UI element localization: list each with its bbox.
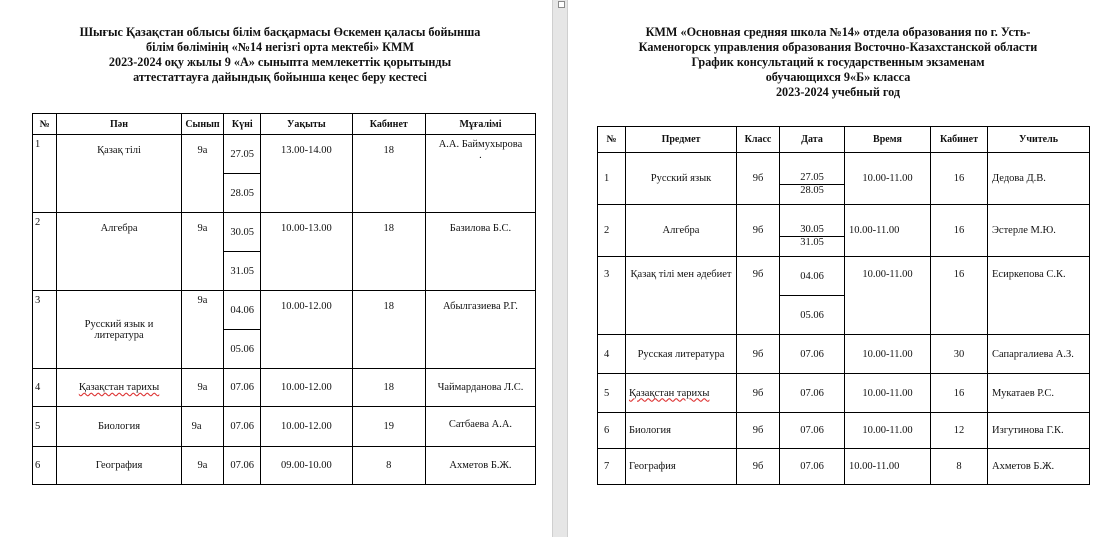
row-room: 8 [931, 449, 988, 485]
row-time: 10.00-11.00 [845, 205, 931, 257]
row-subject: География [57, 447, 181, 485]
row-class: 9а [181, 447, 224, 485]
row-num: 3 [33, 291, 57, 369]
left-page-header [40, 25, 520, 85]
page-gap-marker [553, 0, 567, 12]
row-teacher: Сапаргалиева А.З. [988, 335, 1090, 374]
table-row [598, 335, 1090, 374]
column-header-subject: Пән [57, 114, 181, 135]
header-line: Шығыс Қазақстан облысы білім басқармасы Өскемен қаласы бойынша [79, 25, 481, 39]
table-header-row [33, 114, 536, 135]
schedule-table-left [32, 113, 536, 485]
document-page-left [0, 0, 553, 537]
date-first: 27.05 [780, 172, 844, 185]
column-header-subject: Предмет [626, 127, 737, 153]
row-date [780, 153, 845, 205]
row-teacher: Дедова Д.В. [988, 153, 1090, 205]
row-subject: Биология [626, 413, 737, 449]
row-date: 04.06 [224, 291, 261, 330]
header-line: 2023-2024 учебный год [775, 85, 901, 99]
row-num: 6 [33, 447, 57, 485]
date-second: 28.05 [800, 184, 824, 196]
row-teacher: Ахметов Б.Ж. [425, 447, 535, 485]
row-room: 18 [352, 369, 425, 407]
row-time: 10.00-11.00 [845, 374, 931, 413]
document-page-right [567, 0, 1117, 537]
row-subject: Русский язык [626, 153, 737, 205]
row-class: 9а [181, 213, 224, 291]
row-num: 5 [598, 374, 626, 413]
row-num: 2 [33, 213, 57, 291]
row-teacher: Абылгазиева Р.Г. [425, 291, 535, 369]
table-row [33, 213, 536, 252]
row-class: 9б [737, 449, 780, 485]
subject-text: Қазақстан тарихы [78, 382, 160, 393]
row-class: 9б [737, 257, 780, 335]
row-subject: География [626, 449, 737, 485]
column-header-teacher: Учитель [988, 127, 1090, 153]
row-date: 05.06 [224, 330, 261, 369]
row-date [780, 205, 845, 257]
table-row [33, 291, 536, 330]
row-teacher: Чаймарданова Л.С. [425, 369, 535, 407]
row-date: 07.06 [780, 449, 845, 485]
row-date: 30.05 [224, 213, 261, 252]
row-num: 6 [598, 413, 626, 449]
header-line: КММ «Основная средняя школа №14» отдела образования по г. Усть- [645, 25, 1031, 39]
row-teacher [425, 135, 535, 213]
row-room: 16 [931, 153, 988, 205]
row-num: 1 [598, 153, 626, 205]
row-teacher: Изгутинова Г.К. [988, 413, 1090, 449]
row-subject: Биология [57, 407, 181, 447]
row-subject: Русский язык и литература [57, 291, 181, 369]
row-date: 05.06 [780, 296, 845, 335]
header-line: 2023-2024 оқу жылы 9 «А» сыныпта мемлекеттік қорытынды [108, 55, 452, 69]
row-num: 2 [598, 205, 626, 257]
header-line: Каменогорск управления образования Восточно-Казахстанской области [638, 40, 1038, 54]
row-room: 16 [931, 374, 988, 413]
row-subject: Қазақ тілі мен әдебиет [626, 257, 737, 335]
subject-text: Қазақстан тарихы [629, 387, 710, 399]
row-time: 13.00-14.00 [261, 135, 353, 213]
row-room: 18 [352, 213, 425, 291]
row-time: 10.00-13.00 [261, 213, 353, 291]
header-line: аттестаттауға дайындық бойынша кеңес беру кестесі [133, 70, 427, 84]
row-teacher: Ахметов Б.Ж. [988, 449, 1090, 485]
table-row [598, 153, 1090, 205]
row-room: 19 [352, 407, 425, 447]
table-header-row [598, 127, 1090, 153]
row-date: 04.06 [780, 257, 845, 296]
row-room: 12 [931, 413, 988, 449]
column-header-room: Кабинет [931, 127, 988, 153]
row-date: 07.06 [224, 407, 261, 447]
table-row [33, 369, 536, 407]
row-teacher: Мукатаев Р.С. [988, 374, 1090, 413]
teacher-extra: . [479, 150, 482, 161]
row-num: 7 [598, 449, 626, 485]
row-time: 10.00-12.00 [261, 291, 353, 369]
row-teacher: Эстерле М.Ю. [988, 205, 1090, 257]
column-header-date: Дата [780, 127, 845, 153]
column-header-teacher: Мұғалімі [425, 114, 535, 135]
row-class: 9б [737, 335, 780, 374]
row-subject: Алгебра [57, 213, 181, 291]
row-date: 07.06 [224, 447, 261, 485]
right-page-header [598, 25, 1078, 100]
column-header-time: Уақыты [261, 114, 353, 135]
row-teacher: Базилова Б.С. [425, 213, 535, 291]
row-subject: Русская литература [626, 335, 737, 374]
row-date: 07.06 [224, 369, 261, 407]
row-time: 10.00-12.00 [261, 407, 353, 447]
column-header-num: № [598, 127, 626, 153]
row-time: 09.00-10.00 [261, 447, 353, 485]
row-date: 07.06 [780, 413, 845, 449]
header-line: обучающихся 9«Б» класса [765, 70, 911, 84]
row-date: 07.06 [780, 335, 845, 374]
row-time: 10.00-12.00 [261, 369, 353, 407]
row-time: 10.00-11.00 [845, 449, 931, 485]
row-class: 9б [737, 153, 780, 205]
row-room: 16 [931, 205, 988, 257]
row-num: 4 [598, 335, 626, 374]
row-teacher: Сатбаева А.А. [425, 407, 535, 447]
row-room: 8 [352, 447, 425, 485]
row-num: 1 [33, 135, 57, 213]
row-class: 9б [737, 413, 780, 449]
row-subject: Алгебра [626, 205, 737, 257]
row-class: 9б [737, 374, 780, 413]
date-first: 30.05 [780, 224, 844, 237]
column-header-time: Время [845, 127, 931, 153]
table-row [598, 449, 1090, 485]
row-room: 16 [931, 257, 988, 335]
marker-box [558, 1, 565, 8]
row-class: 9а [181, 135, 224, 213]
row-class: 9а [181, 291, 224, 369]
header-line: білім бөлімінің «№14 негізгі орта мектебі» КММ [146, 40, 414, 54]
row-date: 28.05 [224, 174, 261, 213]
row-time: 10.00-11.00 [845, 335, 931, 374]
row-subject [57, 369, 181, 407]
table-row [598, 374, 1090, 413]
row-teacher: Есиркепова С.К. [988, 257, 1090, 335]
row-class: 9б [737, 205, 780, 257]
row-time: 10.00-11.00 [845, 413, 931, 449]
column-header-class: Сынып [181, 114, 224, 135]
header-line: График консультаций к государственным экзаменам [691, 55, 985, 69]
table-row [598, 413, 1090, 449]
row-time: 10.00-11.00 [845, 257, 931, 335]
row-date: 31.05 [224, 252, 261, 291]
row-class: 9а [181, 369, 224, 407]
column-header-class: Класс [737, 127, 780, 153]
row-num: 4 [33, 369, 57, 407]
row-subject: Қазақ тілі [57, 135, 181, 213]
teacher-name: А.А. Баймухырова [438, 139, 523, 150]
row-class: 9а [181, 407, 224, 447]
row-room: 18 [352, 135, 425, 213]
table-row [33, 135, 536, 174]
row-num: 5 [33, 407, 57, 447]
table-row [598, 257, 1090, 296]
row-num: 3 [598, 257, 626, 335]
row-date: 07.06 [780, 374, 845, 413]
row-room: 18 [352, 291, 425, 369]
table-row [33, 407, 536, 447]
row-subject [626, 374, 737, 413]
row-room: 30 [931, 335, 988, 374]
row-time: 10.00-11.00 [845, 153, 931, 205]
table-row [598, 205, 1090, 257]
table-row [33, 447, 536, 485]
schedule-table-right [597, 126, 1090, 485]
row-date: 27.05 [224, 135, 261, 174]
date-second: 31.05 [800, 236, 824, 248]
column-header-date: Күні [224, 114, 261, 135]
column-header-room: Кабинет [352, 114, 425, 135]
column-header-num: № [33, 114, 57, 135]
